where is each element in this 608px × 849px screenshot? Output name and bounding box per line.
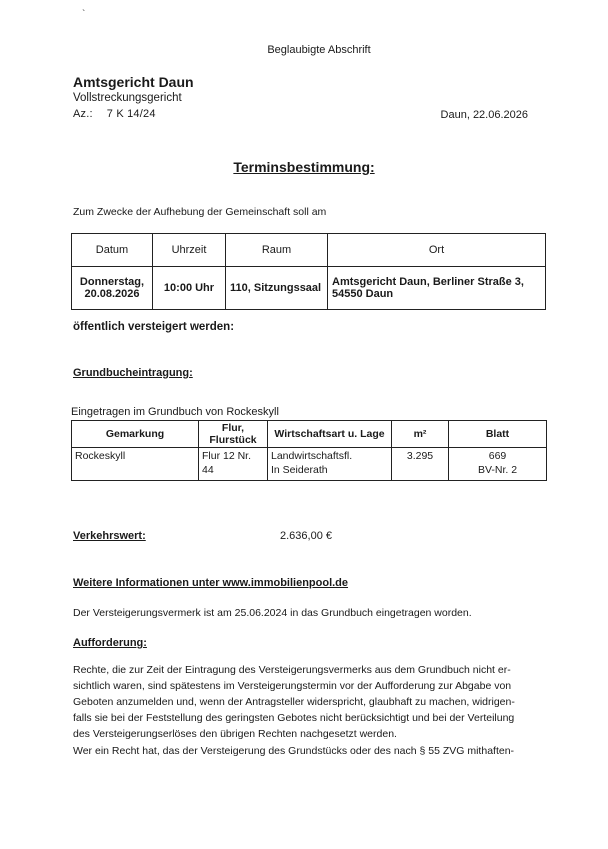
header-blatt: Blatt bbox=[449, 421, 547, 448]
appointment-time: 10:00 Uhr bbox=[153, 267, 226, 310]
appointment-weekday: Donnerstag, bbox=[79, 276, 145, 288]
request-heading: Aufforderung: bbox=[73, 637, 147, 649]
intro-text: Zum Zwecke der Aufhebung der Gemeinschaft soll am bbox=[73, 206, 327, 218]
header-uhrzeit: Uhrzeit bbox=[153, 234, 226, 267]
document-title: Terminsbestimmung: bbox=[233, 159, 375, 175]
market-value-amount: 2.636,00 € bbox=[280, 530, 332, 542]
cell-area: 3.295 bbox=[392, 448, 449, 481]
appointment-header-row bbox=[72, 234, 546, 267]
place-date: Daun, 22.06.2026 bbox=[440, 109, 528, 121]
header-datum: Datum bbox=[72, 234, 153, 267]
land-register-row bbox=[72, 448, 547, 481]
more-info-link[interactable]: Weitere Informationen unter www.immobilienpool.de bbox=[73, 577, 349, 589]
request-continuation: Wer ein Recht hat, das der Versteigerung des Grundstücks oder des nach § 55 ZVG mithaften- bbox=[73, 745, 515, 757]
cell-blatt-bv: BV-Nr. 2 bbox=[477, 464, 518, 476]
header-raum: Raum bbox=[226, 234, 328, 267]
market-value-label: Verkehrswert: bbox=[73, 530, 146, 542]
certified-copy-label: Beglaubigte Abschrift bbox=[267, 44, 371, 56]
header-area: m² bbox=[392, 421, 449, 448]
court-department: Vollstreckungsgericht bbox=[73, 92, 182, 104]
header-flur: Flur, Flurstück bbox=[199, 421, 268, 448]
appointment-row bbox=[72, 267, 546, 310]
request-line: des Versteigerungserlöses den übrigen Rechten nachgesetzt werden. bbox=[73, 728, 397, 740]
cell-wirtschaftsart-type: Landwirtschaftsfl. bbox=[271, 450, 353, 462]
request-line: falls sie bei der Feststellung des geringsten Gebotes nicht berücksichtigt und bei der Verteilung bbox=[73, 712, 515, 724]
request-line: Rechte, die zur Zeit der Eintragung des Versteigerungsvermerks aus dem Grundbuch nicht er- bbox=[73, 664, 511, 676]
request-line: sichtlich waren, sind spätestens im Versteigerungstermin vor der Aufforderung zur Abgabe von bbox=[73, 680, 512, 692]
appointment-place bbox=[328, 267, 546, 310]
header-ort: Ort bbox=[328, 234, 546, 267]
header-gemarkung: Gemarkung bbox=[72, 421, 199, 448]
request-line: Geboten anzumelden und, wenn der Antragsteller widerspricht, glaubhaft zu machen, widrigen- bbox=[73, 696, 515, 708]
land-register-header-row bbox=[72, 421, 547, 448]
cell-flur: Flur 12 Nr. 44 bbox=[199, 448, 268, 481]
cell-gemarkung: Rockeskyll bbox=[72, 448, 199, 481]
cell-wirtschaftsart-location: In Seiderath bbox=[271, 464, 328, 476]
header-wirtschaftsart: Wirtschaftsart u. Lage bbox=[268, 421, 392, 448]
cell-blatt-number: 669 bbox=[488, 450, 507, 462]
cell-wirtschaftsart bbox=[268, 448, 392, 481]
auction-statement: öffentlich versteigert werden: bbox=[73, 321, 235, 333]
court-name: Amtsgericht Daun bbox=[73, 74, 194, 90]
appointment-place-city: 54550 Daun bbox=[332, 288, 394, 300]
case-reference-label: Az.: bbox=[73, 108, 93, 120]
appointment-room: 110, Sitzungssaal bbox=[226, 267, 328, 310]
land-register-table bbox=[71, 420, 547, 481]
cell-blatt bbox=[449, 448, 547, 481]
registration-note: Der Versteigerungsvermerk ist am 25.06.2024 in das Grundbuch eingetragen worden. bbox=[73, 607, 472, 619]
request-body bbox=[73, 662, 543, 742]
case-reference-value: 7 K 14/24 bbox=[106, 108, 156, 120]
land-register-registered-in: Eingetragen im Grundbuch von Rockeskyll bbox=[71, 406, 279, 418]
appointment-table bbox=[71, 233, 546, 310]
appointment-date-value: 20.08.2026 bbox=[84, 288, 140, 300]
appointment-place-street: Amtsgericht Daun, Berliner Straße 3, bbox=[332, 276, 524, 288]
appointment-date bbox=[72, 267, 153, 310]
corner-mark: ` bbox=[82, 9, 86, 20]
land-register-heading: Grundbucheintragung: bbox=[73, 367, 193, 379]
case-reference bbox=[73, 108, 156, 120]
